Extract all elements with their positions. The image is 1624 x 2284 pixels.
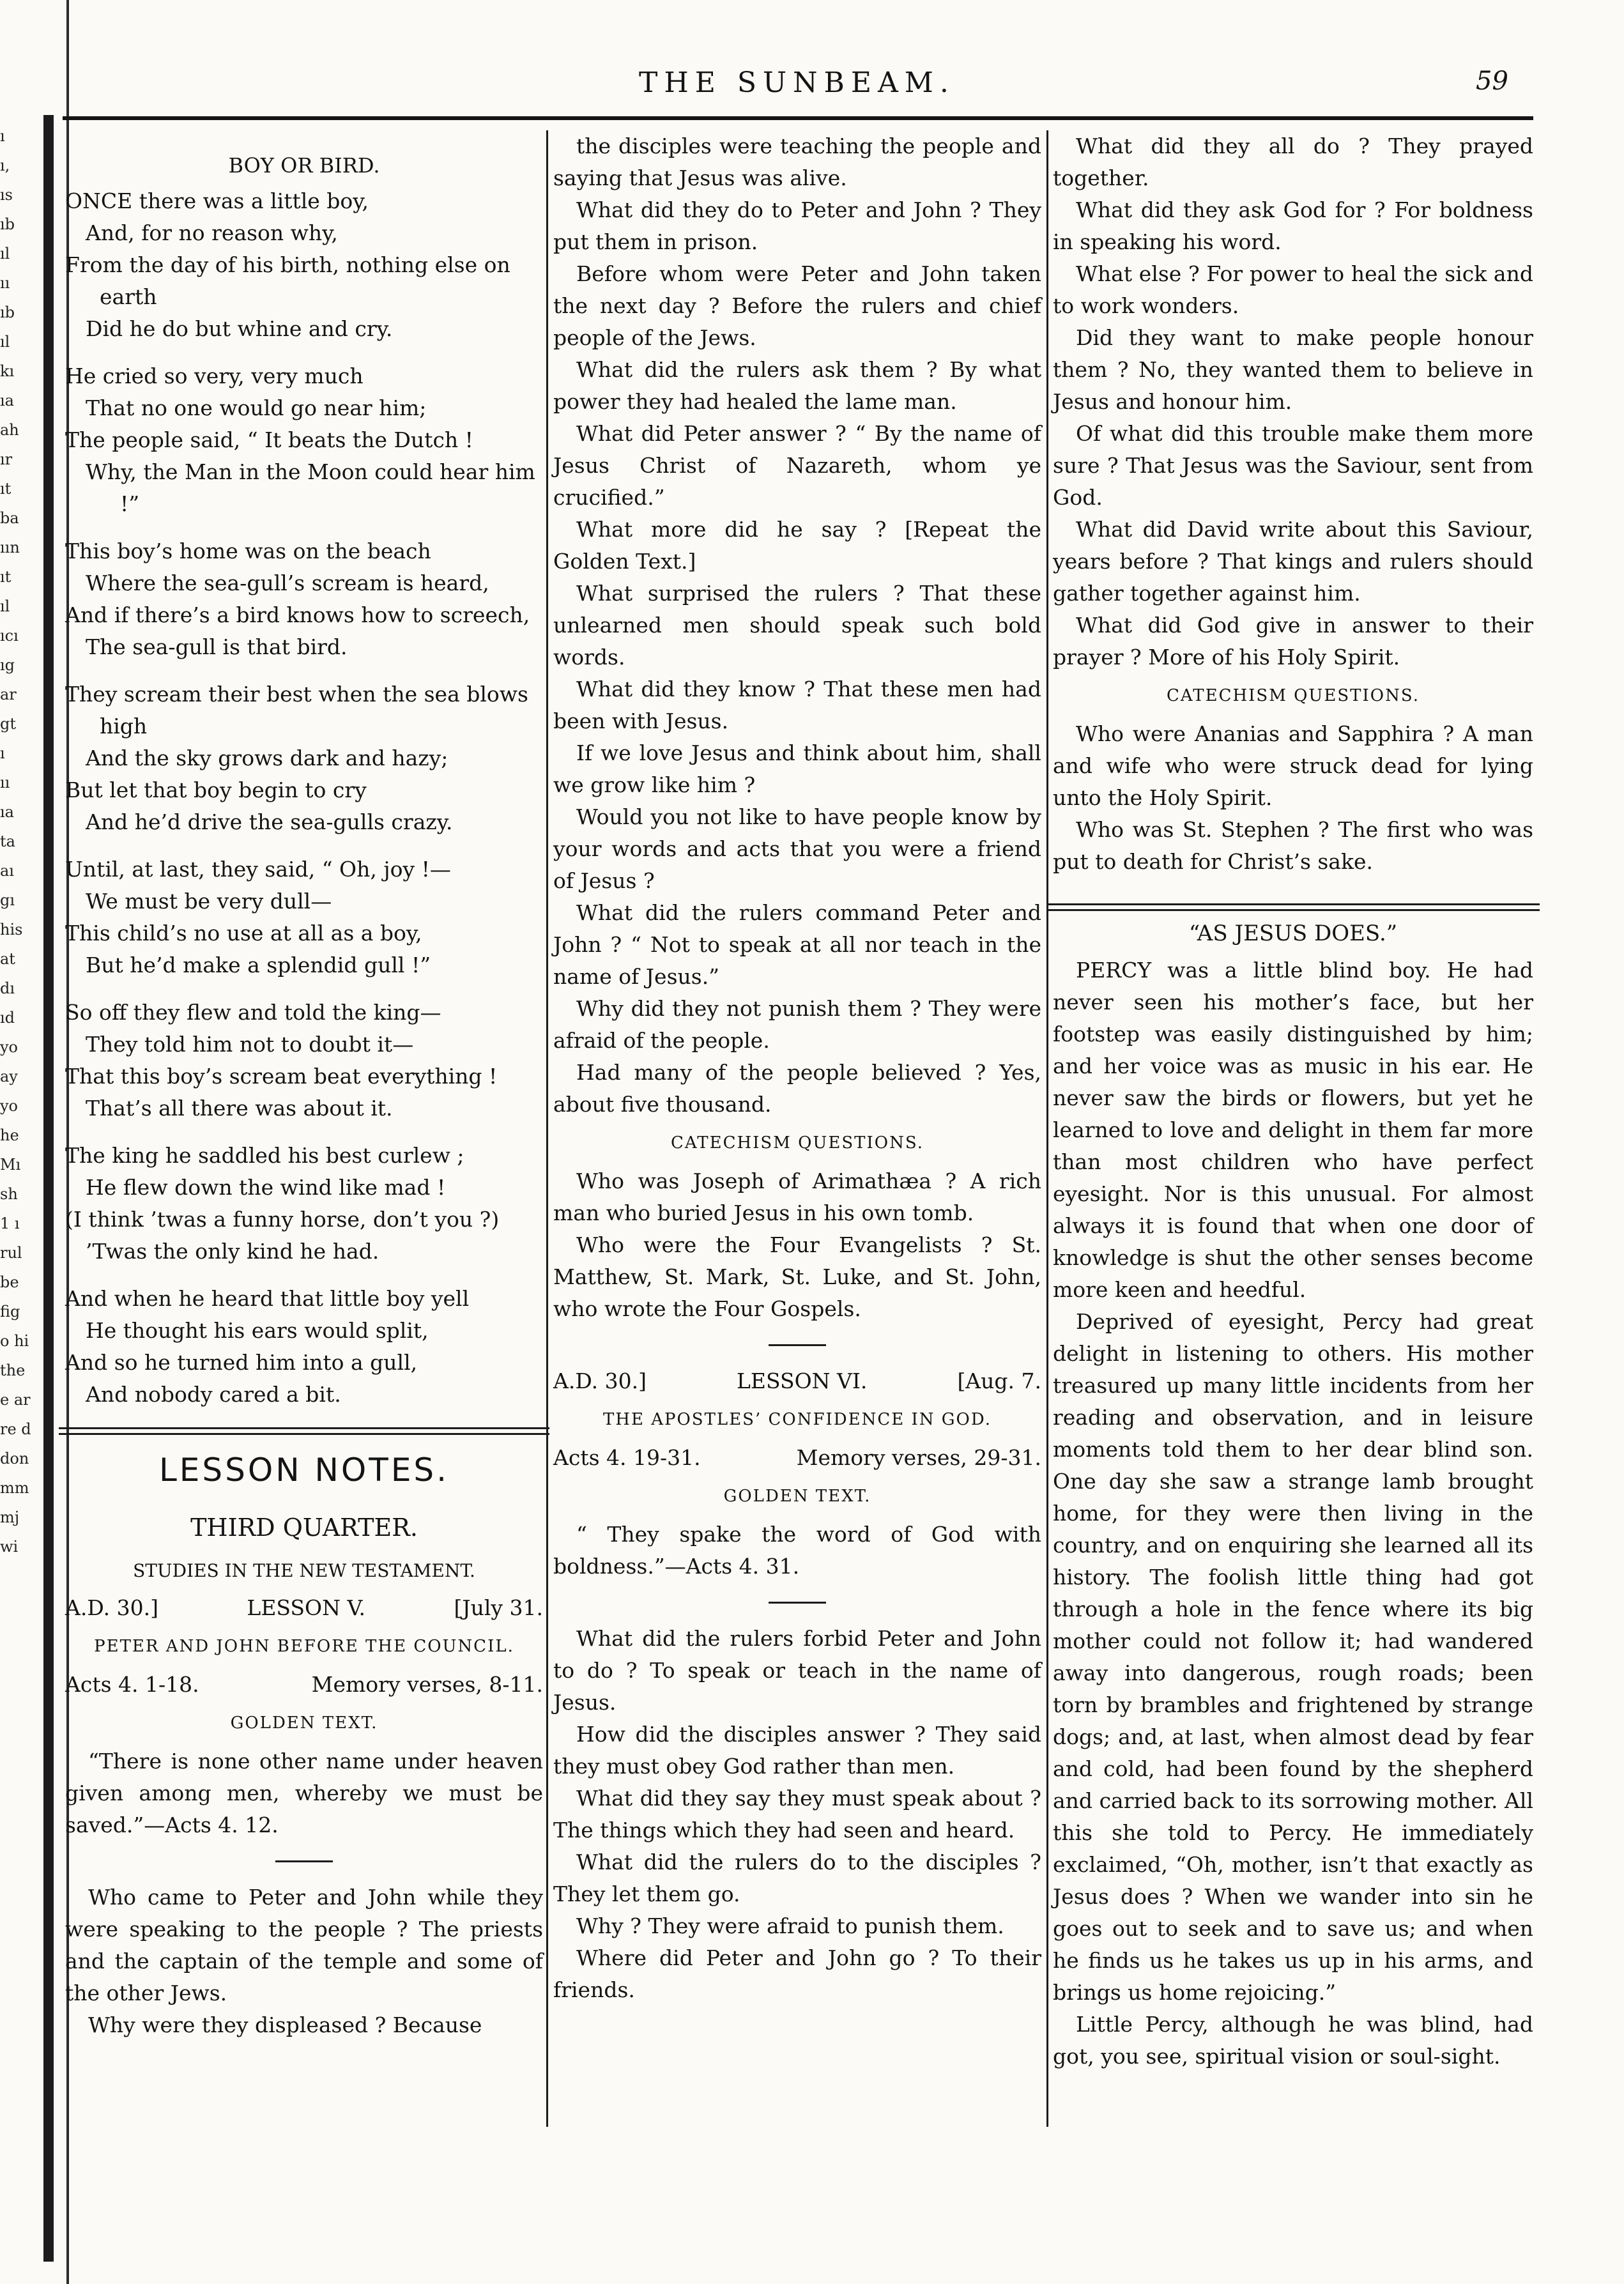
gutter-fragment: sh (0, 1185, 18, 1203)
studies-subheading: STUDIES IN THE NEW TESTAMENT. (133, 1560, 475, 1581)
gutter-fragment: ıa (0, 803, 14, 821)
paragraph: Little Percy, although he was blind, had got, you see, spiritual vision or soul-sight. (1053, 2012, 1533, 2069)
paragraph: If we love Jesus and think about him, shall we grow like him ? (553, 740, 1041, 797)
lesson-number: LESSON V. (247, 1595, 366, 1620)
poem-stanza (65, 360, 543, 520)
poem-line: And so he turned him into a gull, (65, 1350, 418, 1375)
golden-text: “There is none other name under heaven given among men, whereby we must be saved.”—Acts 4. 12. (65, 1749, 543, 1837)
paragraph: Why ? They were afraid to punish them. (576, 1913, 1004, 1938)
lesson-title: PETER AND JOHN BEFORE THE COUNCIL. (94, 1637, 514, 1656)
questions-block (553, 130, 1041, 1121)
story-body (1053, 954, 1533, 2073)
gutter-fragment: gı (0, 891, 15, 909)
paragraph: Deprived of eyesight, Percy had great delight in listening to others. His mother treasured up many little incidents from her reading and observation, and in leisure moments told them to her dear blind son. One day she saw a strange lamb brought home, for they were then living in the country, and on enquiring she learned all its history. The foolish little thing had got through a hole in the fence where its big mother could not follow it; had wandered away into dangerous, rough roads; been torn by brambles and frightened by strange dogs; and, at last, when almost dead by fear and cold, had been found by the shepherd and carried back to its sorrowing mother. All this she told to Percy. He immediately exclaimed, “Oh, mother, isn’t that exactly as Jesus does ? When we wander into sin he goes out to seek and to save us; and when he finds us he takes us up in his arms, and brings us home rejoicing.” (1053, 1309, 1533, 2005)
poem-stanza (65, 1283, 543, 1411)
poem-line: They scream their best when the sea blows high (65, 682, 528, 739)
lesson-6-line (553, 1365, 1041, 1397)
gutter-fragment: ıı (0, 774, 10, 792)
paragraph: What else ? For power to heal the sick and to work wonders. (1053, 261, 1533, 318)
gutter-fragment: be (0, 1273, 19, 1291)
questions-block (1053, 130, 1533, 673)
poem-line: And when he heard that little boy yell (65, 1286, 470, 1311)
poem-line: Why, the Man in the Moon could hear him !” (86, 459, 535, 516)
poem-line: And, for no reason why, (86, 220, 338, 245)
gutter-fragment: 1 ı (0, 1215, 20, 1232)
poem-line: The people said, “ It beats the Dutch ! (65, 427, 473, 452)
poem-line: Did he do but whine and cry. (86, 316, 393, 341)
poem-line: ONCE there was a little boy, (65, 188, 369, 213)
paragraph: Why did they not punish them ? They were afraid of the people. (553, 996, 1041, 1053)
gutter-fragment: yo (0, 1097, 19, 1115)
gutter-fragment: ıd (0, 1009, 15, 1027)
gutter-fragment: kı (0, 362, 15, 380)
poem-stanza (65, 678, 543, 838)
poem-line: That’s all there was about it. (86, 1096, 393, 1121)
short-rule (769, 1602, 826, 1604)
poem-line: We must be very dull— (86, 889, 332, 914)
gutter-fragment: wi (0, 1538, 19, 1556)
column-left (65, 130, 543, 2041)
poem-line: That no one would go near him; (86, 395, 427, 420)
gutter-fragment: ıb (0, 303, 15, 321)
gutter-fragment: Mı (0, 1156, 21, 1174)
paragraph: What did they say they must speak about ? The things which they had seen and heard. (553, 1786, 1041, 1843)
paragraph: Why were they displeased ? Because (88, 2012, 482, 2037)
golden-text-label: GOLDEN TEXT. (723, 1487, 871, 1506)
lesson-date: A.D. 30.] (65, 1595, 158, 1620)
lesson-5-line (65, 1592, 543, 1624)
paragraph: What did the rulers command Peter and John ? “ Not to speak at all nor teach in the name of Jesus.” (553, 900, 1041, 989)
paragraph: What surprised the rulers ? That these unlearned men should speak such bold words. (553, 581, 1041, 670)
gutter-fragment: ba (0, 509, 19, 527)
poem-line: And the sky grows dark and hazy; (86, 746, 448, 770)
section-rule (59, 1427, 549, 1435)
poem-line: So off they flew and told the king— (65, 1000, 441, 1025)
column-rule (546, 130, 548, 2127)
paragraph: Would you not like to have people know by your words and acts that you were a friend of Jesus ? (553, 804, 1041, 893)
paragraph: What did they know ? That these men had been with Jesus. (553, 677, 1041, 733)
gutter-fragment: ıs (0, 186, 13, 204)
lesson-when: [July 31. (454, 1595, 543, 1620)
gutter-fragment: dı (0, 979, 15, 997)
paragraph: the disciples were teaching the people and saying that Jesus was alive. (553, 134, 1041, 190)
paragraph: What did they do to Peter and John ? They put them in prison. (553, 197, 1041, 254)
acts-reference: Acts 4. 19-31. (553, 1445, 701, 1470)
poem-line: (I think ’twas a funny horse, don’t you ?) (65, 1207, 500, 1232)
adjacent-page-fragments (0, 121, 61, 1561)
poem-line: But let that boy begin to cry (65, 778, 367, 802)
questions-block (553, 1623, 1041, 2006)
paragraph: What did Peter answer ? “ By the name of Jesus Christ of Nazareth, whom ye crucified.” (553, 421, 1041, 510)
gutter-fragment: yo (0, 1038, 19, 1056)
paragraph: What more did he say ? [Repeat the Golden Text.] (553, 517, 1041, 574)
paragraph: Had many of the people believed ? Yes, about five thousand. (553, 1060, 1041, 1117)
poem-line: And nobody cared a bit. (86, 1382, 341, 1407)
gutter-fragment: ıg (0, 656, 15, 674)
paragraph: What did the rulers do to the disciples ? They let them go. (553, 1850, 1041, 1906)
page-number: 59 (1476, 66, 1508, 96)
gutter-fragment: ıl (0, 333, 10, 351)
poem-stanza (65, 535, 543, 663)
gutter-fragment: ıı (0, 274, 10, 292)
lesson-number: LESSON VI. (736, 1368, 868, 1393)
gutter-fragment: gt (0, 715, 17, 733)
gutter-fragment: ıb (0, 215, 15, 233)
golden-text: “ They spake the word of God with boldness.”—Acts 4. 31. (553, 1522, 1041, 1579)
paragraph: Where did Peter and John go ? To their friends. (553, 1945, 1041, 2002)
catechism-item: Who was St. Stephen ? The first who was put to death for Christ’s sake. (1053, 817, 1533, 874)
lesson-title: THE APOSTLES’ CONFIDENCE IN GOD. (602, 1410, 992, 1429)
column-right (1053, 130, 1533, 2073)
quarter-heading: THIRD QUARTER. (190, 1514, 418, 1542)
poem-line: And he’d drive the sea-gulls crazy. (86, 809, 453, 834)
catechism-label: CATECHISM QUESTIONS. (1167, 686, 1420, 705)
column-middle (553, 130, 1041, 2006)
paragraph: Before whom were Peter and John taken the next day ? Before the rulers and chief people of the Jews. (553, 261, 1041, 350)
poem-stanza (65, 185, 543, 345)
poem-line: They told him not to doubt it— (86, 1032, 414, 1057)
gutter-fragment: rul (0, 1244, 22, 1262)
gutter-fragment: his (0, 921, 23, 939)
poem-line: The king he saddled his best curlew ; (65, 1143, 464, 1168)
catechism-label: CATECHISM QUESTIONS. (671, 1133, 924, 1153)
section-rule (1046, 903, 1540, 911)
gutter-fragment: at (0, 950, 15, 968)
poem-line: He thought his ears would split, (86, 1318, 429, 1343)
poem-line: That this boy’s scream beat everything ! (65, 1064, 498, 1089)
gutter-fragment: mj (0, 1508, 20, 1526)
gutter-fragment: ıt (0, 480, 11, 498)
poem-stanza (65, 854, 543, 981)
gutter-fragment: ta (0, 832, 15, 850)
masthead-title: THE SUNBEAM. (639, 66, 955, 99)
paragraph: Of what did this trouble make them more sure ? That Jesus was the Saviour, sent from God. (1053, 421, 1533, 510)
paragraph: What did they all do ? They prayed together. (1053, 134, 1533, 190)
poem-line: He flew down the wind like mad ! (86, 1175, 446, 1200)
memory-line (65, 1669, 543, 1701)
story-title: “AS JESUS DOES.” (1188, 921, 1398, 946)
poem-stanza (65, 997, 543, 1124)
gutter-fragment: ı (0, 127, 5, 145)
memory-verses: Memory verses, 29-31. (796, 1445, 1041, 1470)
gutter-fragment: ıcı (0, 627, 19, 645)
header-rule (63, 116, 1533, 120)
catechism-item: Who were Ananias and Sapphira ? A man and wife who were struck dead for lying unto the Holy Spirit. (1053, 721, 1533, 810)
poem-stanza (65, 1140, 543, 1268)
gutter-fragment: o hi (0, 1332, 29, 1350)
short-rule (769, 1344, 826, 1346)
paragraph: What did God give in answer to their prayer ? More of his Holy Spirit. (1053, 613, 1533, 670)
poem-line: But he’d make a splendid gull !” (86, 953, 431, 977)
lesson-when: [Aug. 7. (957, 1368, 1041, 1393)
paragraph: What did the rulers forbid Peter and John to do ? To speak or teach in the name of Jesus. (553, 1626, 1041, 1715)
gutter-fragment: ıa (0, 392, 14, 410)
paragraph: What did they ask God for ? For boldness in speaking his word. (1053, 197, 1533, 254)
gutter-fragment: aı (0, 862, 14, 880)
paragraph: PERCY was a little blind boy. He had never seen his mother’s face, but her footstep was easily distinguished by him; and her voice was as music in his ear. He never saw the birds or flowers, but yet he learned to love and delight in them far more than most children who have perfect eyesight. Nor is this unusual. For almost always it is found that when one door of knowledge is shut the other senses become more keen and heedful. (1053, 958, 1533, 1302)
memory-verses: Memory verses, 8-11. (311, 1672, 543, 1697)
poem-line: ’Twas the only kind he had. (86, 1239, 379, 1264)
catechism-item: Who was Joseph of Arimathæa ? A rich man who buried Jesus in his own tomb. (553, 1169, 1041, 1225)
lesson-date: A.D. 30.] (553, 1368, 647, 1393)
gutter-fragment: don (0, 1450, 29, 1468)
gutter-fragment: the (0, 1361, 26, 1379)
acts-reference: Acts 4. 1-18. (65, 1672, 199, 1697)
gutter-fragment: ıın (0, 539, 20, 556)
poem-line: He cried so very, very much (65, 364, 364, 388)
golden-text-label: GOLDEN TEXT. (230, 1713, 378, 1733)
gutter-fragment: e ar (0, 1391, 31, 1409)
column-rule (1046, 130, 1048, 2127)
gutter-fragment: fig (0, 1303, 20, 1321)
catechism-item: Who were the Four Evangelists ? St. Matthew, St. Mark, St. Luke, and St. John, who wrote the Four Gospels. (553, 1232, 1041, 1321)
gutter-fragment: ar (0, 686, 17, 703)
poem-line: This boy’s home was on the beach (65, 539, 431, 563)
gutter-fragment: mm (0, 1479, 29, 1497)
poem-line: And if there’s a bird knows how to screech, (65, 602, 530, 627)
gutter-fragment: ıl (0, 597, 10, 615)
memory-line (553, 1442, 1041, 1474)
gutter-fragment: ıt (0, 568, 11, 586)
poem-title: BOY OR BIRD. (228, 153, 380, 178)
gutter-fragment: ah (0, 421, 19, 439)
paragraph: Did they want to make people honour them ? No, they wanted them to believe in Jesus and honour him. (1053, 325, 1533, 414)
lesson-notes-heading: LESSON NOTES. (158, 1452, 450, 1489)
gutter-fragment: ay (0, 1068, 18, 1085)
gutter-fragment: re d (0, 1420, 31, 1438)
gutter-fragment: ı, (0, 157, 10, 174)
poem-line: This child’s no use at all as a boy, (65, 921, 422, 946)
gutter-fragment: ı (0, 744, 5, 762)
short-rule (275, 1860, 333, 1862)
paragraph: What did David write about this Saviour, years before ? That kings and rulers should gather together against him. (1053, 517, 1533, 606)
gutter-fragment: he (0, 1126, 19, 1144)
paragraph: Who came to Peter and John while they were speaking to the people ? The priests and the captain of the temple and some of the other Jews. (65, 1885, 543, 2005)
gutter-fragment: ıl (0, 245, 10, 263)
poem-body (65, 185, 543, 1411)
poem-line: From the day of his birth, nothing else on earth (65, 252, 510, 309)
paragraph: How did the disciples answer ? They said they must obey God rather than men. (553, 1722, 1041, 1779)
poem-line: Where the sea-gull’s scream is heard, (86, 571, 489, 595)
poem-line: Until, at last, they said, “ Oh, joy !— (65, 857, 451, 882)
poem-line: The sea-gull is that bird. (86, 634, 348, 659)
paragraph: What did the rulers ask them ? By what power they had healed the lame man. (553, 357, 1041, 414)
gutter-fragment: ır (0, 450, 13, 468)
